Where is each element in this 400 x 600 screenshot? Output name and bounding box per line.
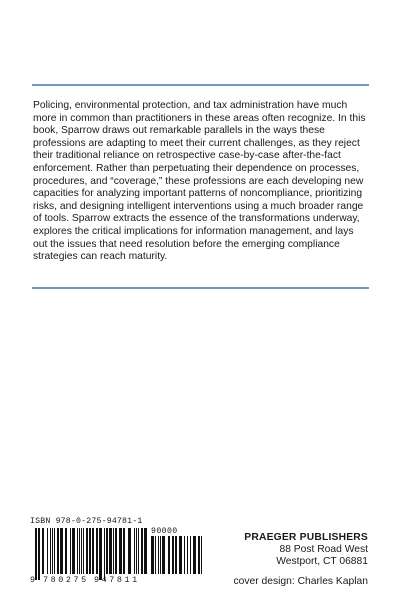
top-divider (32, 84, 369, 86)
isbn-number: ISBN 978-0-275-94781-1 (30, 517, 143, 526)
publisher-street: 88 Post Road West (279, 544, 368, 555)
addon-barcode-bars (151, 536, 205, 580)
ean-barcode-bars (35, 528, 147, 580)
ean-left-digits: 780275 (43, 575, 89, 585)
ean-first-digit: 9 (30, 575, 36, 585)
barcode-addon-number: 90000 (151, 527, 178, 536)
publisher-info (244, 532, 368, 568)
bottom-divider (32, 287, 369, 289)
publisher-city: Westport, CT 06881 (276, 556, 368, 567)
cover-design-credit: cover design: Charles Kaplan (233, 576, 368, 587)
ean-right-digits: 947811 (94, 575, 140, 585)
publisher-name: PRAEGER PUBLISHERS (244, 532, 368, 543)
book-description: Policing, environmental protection, and tax administration have much more in common than practitioners in these areas often recognize. In this book, Sparrow draws out remarkable parallels in the ways these professions are adapting to meet their current challenges, as they reject their traditional reliance on retrospective case-by-case after-the-fact enforcement. Rather than perpetuating their dependence on processes, procedures, and “coverage,” these professions are each developing new capacities for analyzing important patterns of noncompliance, prioritizing risks, and designing intelligent interventions using a much broader range of tools. Sparrow extracts the essence of the transformations underway, explores the critical implications for information management, and lays out the issues that need resolution before the emerging compliance strategies can reach maturity. (33, 100, 366, 263)
isbn-barcode (30, 517, 210, 585)
